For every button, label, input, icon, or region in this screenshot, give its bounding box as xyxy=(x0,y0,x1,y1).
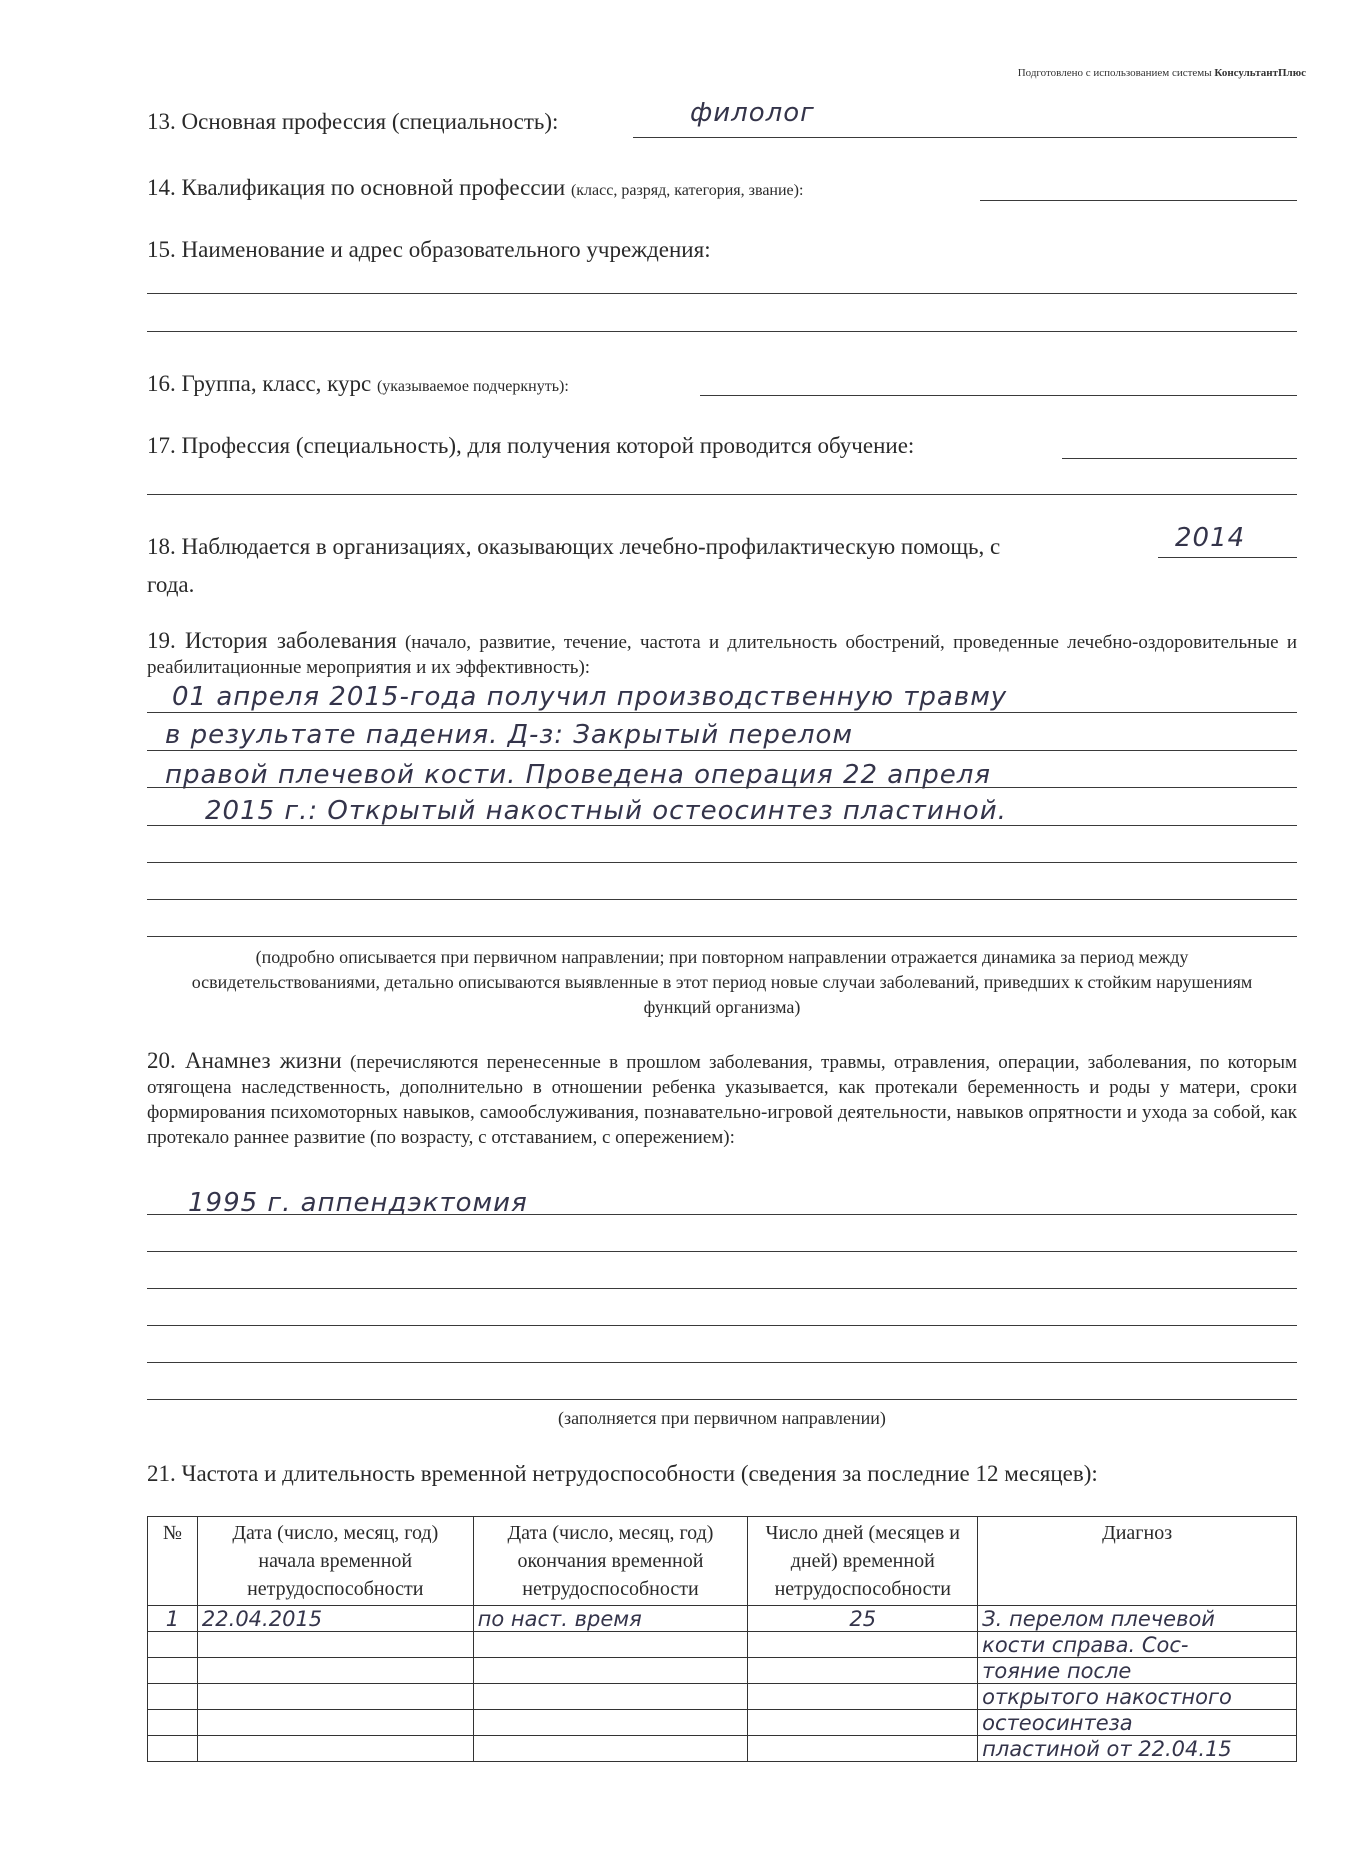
cell-number xyxy=(148,1632,198,1658)
field20-label: 20. Анамнез жизни xyxy=(147,1048,342,1073)
col-start-date: Дата (число, месяц, год) начала временной нетрудоспособности xyxy=(197,1517,473,1606)
field19-note: (подробно описывается при первичном направлении; при повторном направлении отражается динамика за период между освидетельствованиями, детально описываются выявленные в этот период новые случаи заболеваний, приведших к стойким нарушениям функций организма) xyxy=(191,947,1253,1017)
cell-days xyxy=(748,1710,978,1736)
table-row xyxy=(148,1606,1297,1632)
field17-line-1 xyxy=(1062,458,1297,459)
cell-diagnosis: пластиной от 22.04.15 xyxy=(978,1736,1297,1762)
field19-header xyxy=(147,628,1297,680)
sick-leave-table xyxy=(147,1516,1297,1762)
cell-days xyxy=(748,1632,978,1658)
field16-label: 16. Группа, класс, курс xyxy=(147,371,372,396)
field20-note: (заполняется при первичном направлении) xyxy=(558,1408,886,1428)
cell-start-date xyxy=(197,1710,473,1736)
field15-label: 15. Наименование и адрес образовательного учреждения: xyxy=(147,237,711,262)
field19-line-7 xyxy=(147,936,1297,937)
table-row xyxy=(148,1736,1297,1762)
field19-label: 19. История заболевания xyxy=(147,628,397,653)
field19-line-2-text: в результате падения. Д-з: Закрытый перелом xyxy=(165,720,854,750)
field18-value: 2014 xyxy=(1175,523,1246,553)
cell-end-date xyxy=(473,1658,748,1684)
cell-number xyxy=(148,1736,198,1762)
field15-line-2 xyxy=(147,331,1297,332)
field20-line-5 xyxy=(147,1362,1297,1363)
field19-line-4 xyxy=(147,825,1297,826)
field20-line-6 xyxy=(147,1399,1297,1400)
cell-number xyxy=(148,1658,198,1684)
cell-diagnosis: остеосинтеза xyxy=(978,1710,1297,1736)
cell-start-date xyxy=(197,1658,473,1684)
cell-start-date xyxy=(197,1632,473,1658)
field14-line xyxy=(980,200,1297,201)
cell-days: 25 xyxy=(748,1606,978,1632)
field17-label: 17. Профессия (специальность), для получения которой проводится обучение: xyxy=(147,433,915,458)
field18-line xyxy=(1158,557,1297,558)
field19-hint: (начало, развитие, течение, частота и длительность обострений, проведенные лечебно-оздоровительные и реабилитационные мероприятия и их эффективность): xyxy=(147,632,1298,678)
field20-line-4 xyxy=(147,1325,1297,1326)
col-end-date: Дата (число, месяц, год) окончания временной нетрудоспособности xyxy=(473,1517,748,1606)
field13-label: 13. Основная профессия (специальность): xyxy=(147,109,559,134)
table-row xyxy=(148,1658,1297,1684)
field18-suffix: года. xyxy=(147,572,195,597)
cell-number xyxy=(148,1684,198,1710)
field19-line-3-text: правой плечевой кости. Проведена операция 22 апреля xyxy=(165,760,991,790)
cell-end-date xyxy=(473,1736,748,1762)
field18-label: 18. Наблюдается в организациях, оказывающих лечебно-профилактическую помощь, с xyxy=(147,534,1001,559)
field14-label-row xyxy=(147,176,803,199)
cell-start-date xyxy=(197,1736,473,1762)
cell-end-date xyxy=(473,1684,748,1710)
cell-start-date xyxy=(197,1684,473,1710)
col-number: № xyxy=(148,1517,198,1606)
field14-label: 14. Квалификация по основной профессии xyxy=(147,175,566,200)
field20-header xyxy=(147,1048,1297,1150)
field20-hint: (перечисляются перенесенные в прошлом заболевания, травмы, отравления, операции, заболевания, по которым отягощена наследственность, дополнительно в отношении ребенка указывается, как протекали беременность и роды у матери, сроки формирования психомоторных навыков, самообслуживания, познавательно-игровой деятельности, навыков опрятности и ухода за собой, как протекало раннее развитие (по возрасту, с отставанием, с опережением): xyxy=(147,1052,1298,1148)
cell-days xyxy=(748,1658,978,1684)
field20-line-1 xyxy=(147,1214,1297,1215)
field19-line-2 xyxy=(147,750,1297,751)
cell-diagnosis: тояние после xyxy=(978,1658,1297,1684)
table-header-row xyxy=(148,1517,1297,1606)
cell-days xyxy=(748,1736,978,1762)
cell-number xyxy=(148,1710,198,1736)
cell-days xyxy=(748,1684,978,1710)
field16-hint: (указываемое подчеркнуть): xyxy=(376,378,569,395)
cell-diagnosis: открытого накостного xyxy=(978,1684,1297,1710)
cell-number: 1 xyxy=(148,1606,198,1632)
field16-line xyxy=(700,395,1297,396)
prepared-prefix: Подготовлено с использованием системы xyxy=(1017,67,1215,79)
cell-end-date xyxy=(473,1632,748,1658)
field19-line-5 xyxy=(147,862,1297,863)
field20-line-2 xyxy=(147,1251,1297,1252)
field19-line-3 xyxy=(147,787,1297,788)
cell-diagnosis: кости справа. Сос- xyxy=(978,1632,1297,1658)
field19-line-6 xyxy=(147,899,1297,900)
field20-line-3 xyxy=(147,1288,1297,1289)
table-row xyxy=(148,1632,1297,1658)
field13-line xyxy=(633,137,1297,138)
col-diagnosis: Диагноз xyxy=(978,1517,1297,1606)
field14-hint: (класс, разряд, категория, звание): xyxy=(570,182,804,199)
prepared-brand: КонсультантПлюс xyxy=(1214,67,1306,79)
field19-line-1 xyxy=(147,712,1297,713)
prepared-note xyxy=(1018,67,1306,79)
cell-end-date: по наст. время xyxy=(473,1606,748,1632)
field15-line-1 xyxy=(147,293,1297,294)
field13-value: филолог xyxy=(690,98,815,128)
field19-line-1-text: 01 апреля 2015-года получил производственную травму xyxy=(172,682,1008,712)
cell-end-date xyxy=(473,1710,748,1736)
cell-start-date: 22.04.2015 xyxy=(197,1606,473,1632)
field16-label-row xyxy=(147,372,569,395)
field20-line-1-text: 1995 г. аппендэктомия xyxy=(188,1188,528,1218)
field19-line-4-text: 2015 г.: Открытый накостный остеосинтез пластиной. xyxy=(205,796,1007,826)
table-row xyxy=(148,1710,1297,1736)
field21-label: 21. Частота и длительность временной нетрудоспособности (сведения за последние 12 месяцев): xyxy=(147,1461,1098,1486)
col-days: Число дней (месяцев и дней) временной нетрудоспособности xyxy=(748,1517,978,1606)
table-row xyxy=(148,1684,1297,1710)
field17-line-2 xyxy=(147,494,1297,495)
cell-diagnosis: З. перелом плечевой xyxy=(978,1606,1297,1632)
